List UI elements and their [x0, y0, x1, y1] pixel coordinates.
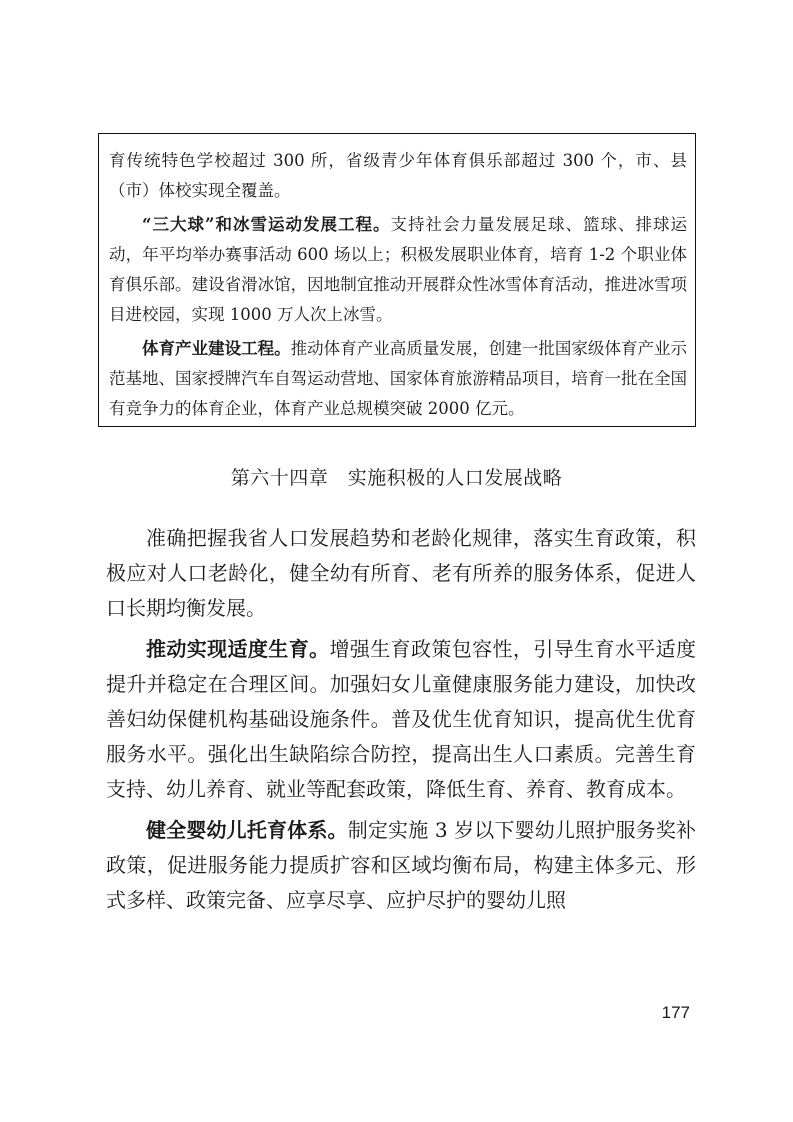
project-box [98, 133, 696, 427]
box-paragraph-3-lead: 体育产业建设工程。 [142, 339, 291, 358]
box-paragraph-1: 育传统特色学校超过 300 所，省级青少年体育俱乐部超过 300 个，市、县（市）体校实现全覆盖。 [109, 151, 687, 200]
body-paragraph-3 [106, 813, 696, 918]
box-paragraph-3 [109, 334, 687, 424]
box-paragraph-3-text: 推动体育产业高质量发展，创建一批国家级体育产业示范基地、国家授牌汽车自驾运动营地、国家体育旅游精品项目，培育一批在全国有竞争力的体育企业，体育产业总规模突破 2000 亿元。 [109, 339, 687, 418]
box-paragraph-2-lead: “三大球”和冰雪运动发展工程。 [142, 215, 391, 234]
body-paragraph-2-text: 增强生育政策包容性，引导生育水平适度提升并稳定在合理区间。加强妇女儿童健康服务能力建设，加快改善妇幼保健机构基础设施条件。普及优生优育知识，提高优生优育服务水平。强化出生缺陷综合防控，提高出生人口素质。完善生育支持、幼儿养育、就业等配套政策，降低生育、养育、教育成本。 [106, 637, 697, 801]
body-text [106, 521, 696, 924]
box-paragraph-2 [109, 210, 687, 330]
page-number: 177 [661, 1003, 690, 1022]
chapter-title: 第六十四章 实施积极的人口发展战略 [230, 467, 563, 489]
body-paragraph-3-text: 制定实施 3 岁以下婴幼儿照护服务奖补政策，促进服务能力提质扩容和区域均衡布局，构建主体多元、形式多样、政策完备、应享尽享、应护尽护的婴幼儿照 [106, 818, 696, 912]
intro-paragraph: 准确把握我省人口发展趋势和老龄化规律，落实生育政策，积极应对人口老龄化，健全幼有所育、老有所养的服务体系，促进人口长期均衡发展。 [106, 526, 696, 620]
body-paragraph-2-lead: 推动实现适度生育。 [146, 637, 330, 661]
box-paragraph-2-text: 支持社会力量发展足球、篮球、排球运动，年平均举办赛事活动 600 场以上；积极发展职业体育，培育 1-2 个职业体育俱乐部。建设省滑冰馆，因地制宜推动开展群众性冰雪体育活动，推进冰雪项目进校园，实现 1000 万人次上冰雪。 [109, 215, 688, 324]
body-paragraph-2 [106, 632, 696, 807]
body-paragraph-3-lead: 健全婴幼儿托育体系。 [146, 818, 348, 842]
